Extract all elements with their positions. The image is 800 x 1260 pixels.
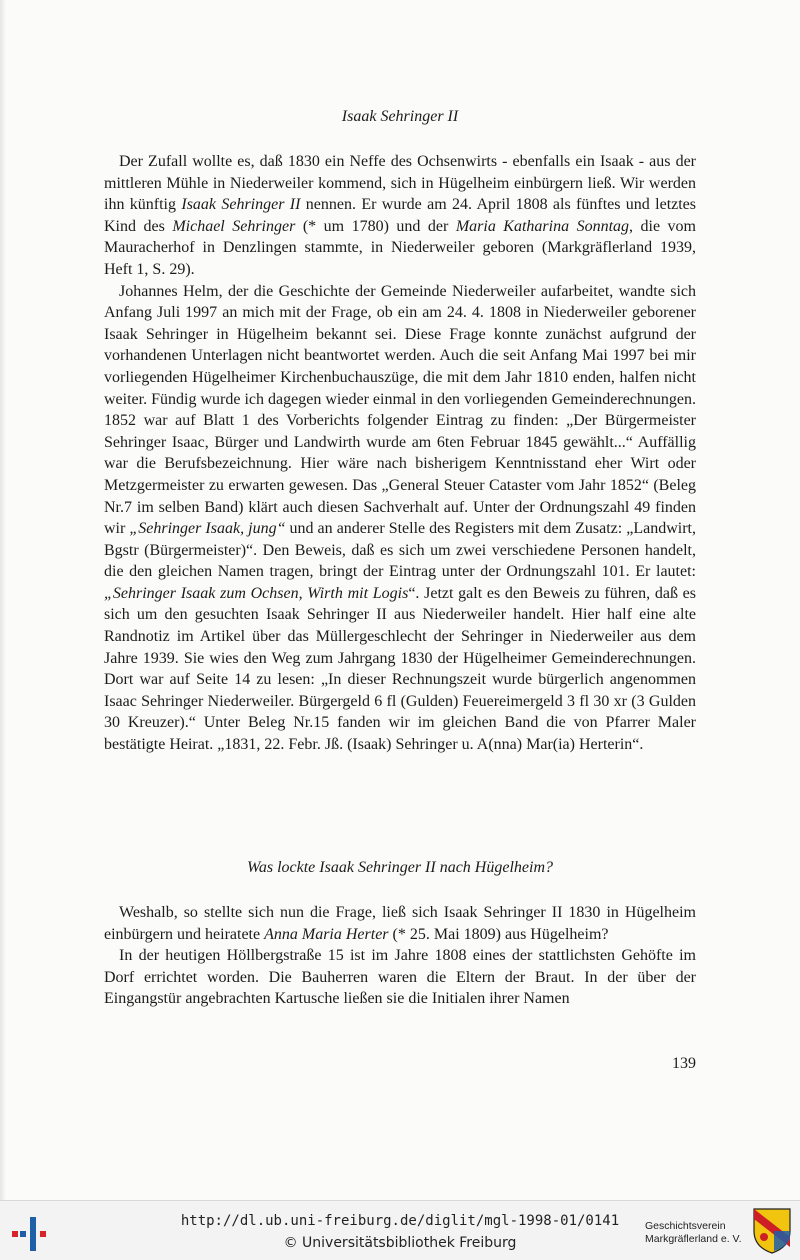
viewer-footer xyxy=(0,1200,800,1260)
italic-text: „Sehringer Isaak, jung“ xyxy=(129,520,286,538)
text-run: und an anderer Stelle des Registers mit dem Zusatz: „Landwirt, Bgstr (Bürgermeister)“. Den Beweis, daß es sich um zwei verschiedene Personen handelt, die den gleichen Namen tragen, bringt der Eintrag unter der Ordnungszahl 101. Er lautet: xyxy=(104,520,697,581)
section-heading: Was lockte Isaak Sehringer II nach Hügelheim? xyxy=(247,859,553,876)
page-edge-shadow xyxy=(0,0,6,1200)
text-run: Johannes Helm, der die Geschichte der Gemeinde Niederweiler aufarbeitet, wandte sich Anfang Juli 1997 an mich mit der Frage, ob ein am 24. 4. 1808 in Niederweiler geborener Isaak Sehringer in Hügelheim bekannt sei. Diese Frage konnte zunächst aufgrund der vorhandenen Unterlagen nicht beantwortet werden. Auch die seit Anfang Mai 1997 bei mir vorliegenden Hügelheimer Kirchenbuchauszüge, die mit dem Jahr 1810 enden, halfen nicht weiter. Fündig wurde ich dagegen wieder einmal in den vorliegenden Gemeinderechnungen. 1852 war auf Blatt 1 des Vorberichts folgender Eintrag zu finden: „Der Bürgermeister Sehringer Isaac, Bürger und Landwirth wurde am 6ten Februar 1845 gewählt...“ Auffällig war die Berufsbezeichnung. Hier wäre nach bisherigem Kenntnisstand eher Wirt oder Metzgermeister zu erwarten gewesen. Das „General Steuer Cataster vom Jahr 1852“ (Beleg Nr.7 im selben Band) klärt auch diesen Sachverhalt auf. Unter der Ordnungszahl 49 finden wir xyxy=(104,282,696,538)
text-run: “. Jetzt galt es den Beweis zu führen, daß es sich um den gesuchten Isaak Sehringer II aus Niederweiler handelt. Hier half eine alte Randnotiz im Artikel über das Müllergeschlecht der Sehringer in Niederweiler aus dem Jahre 1939. Sie wies den Weg zum Jahrgang 1830 der Hügelheimer Gemeinderechnungen. Dort war auf Seite 14 zu lesen: „In dieser Rechnungszeit wurde bürgerlich angenommen Isaac Sehringer Niederweiler. Bürgergeld 6 fl (Gulden) Feuereimergeld 3 fl 30 xr (3 Gulden 30 Kreuzer).“ Unter Beleg Nr.15 fanden wir im gleichen Band die von Pfarrer Maler bestätigte Heirat. „1831, 22. Febr. Jß. (Isaak) Sehringer u. A(nna) Mar(ia) Herterin“. xyxy=(104,584,697,754)
section2-text xyxy=(104,902,696,1010)
society-name xyxy=(645,1220,755,1246)
footer-url-link[interactable]: http://dl.ub.uni-freiburg.de/diglit/mgl-1998-01/0141 xyxy=(180,1213,620,1229)
paragraph xyxy=(104,945,696,1010)
italic-text: Michael Sehringer xyxy=(172,217,296,235)
paragraph xyxy=(104,902,696,945)
section1-text xyxy=(104,151,696,756)
italic-text: Maria Katharina Sonntag xyxy=(455,217,630,235)
text-run: nennen. Er wurde am 24. April 1808 als fünftes und letztes Kind des xyxy=(104,196,697,235)
text-run: Weshalb, so stellte sich nun die Frage, ließ sich Isaak Sehringer II 1830 in Hügelheim einbürgern und heiratete xyxy=(104,904,696,943)
text-run: , die vom Mauracherhof in Denzlingen stammte, in Niederweiler geboren (Markgräflerland 1939, Heft 1, S. 29). xyxy=(104,217,697,278)
society-name-line1: Geschichtsverein xyxy=(645,1220,726,1232)
ub-freiburg-logo-icon xyxy=(10,1213,54,1253)
italic-text: Isaak Sehringer II xyxy=(181,196,301,214)
coat-of-arms-icon[interactable] xyxy=(752,1207,792,1255)
text-run: (* 25. Mai 1809) aus Hügelheim? xyxy=(388,925,609,943)
text-run: Der Zufall wollte es, daß 1830 ein Neffe des Ochsenwirts - ebenfalls ein Isaak - aus der mittleren Mühle in Niederweiler kommend, sich in Hügelheim einbürgern ließ. Wir werden ihn künftig xyxy=(104,153,696,214)
italic-text: Anna Maria Herter xyxy=(264,925,389,943)
paragraph xyxy=(104,151,696,281)
footer-copyright: © Universitätsbibliothek Freiburg xyxy=(283,1235,517,1251)
paragraph xyxy=(104,281,696,756)
page-number: 139 xyxy=(672,1055,696,1072)
italic-text: „Sehringer Isaak zum Ochsen, Wirth mit Logis xyxy=(104,584,409,602)
text-run: In der heutigen Höllbergstraße 15 ist im Jahre 1808 eines der stattlichsten Gehöfte im Dorf errichtet worden. Die Bauherren waren die Eltern der Braut. In der über der Eingangstür angebrachten Kartusche ließen sie die Initialen ihrer Namen xyxy=(104,947,696,1008)
society-name-line2: Markgräflerland e. V. xyxy=(645,1233,742,1245)
text-run: (* um 1780) und der xyxy=(295,217,456,235)
page-heading: Isaak Sehringer II xyxy=(341,108,459,125)
